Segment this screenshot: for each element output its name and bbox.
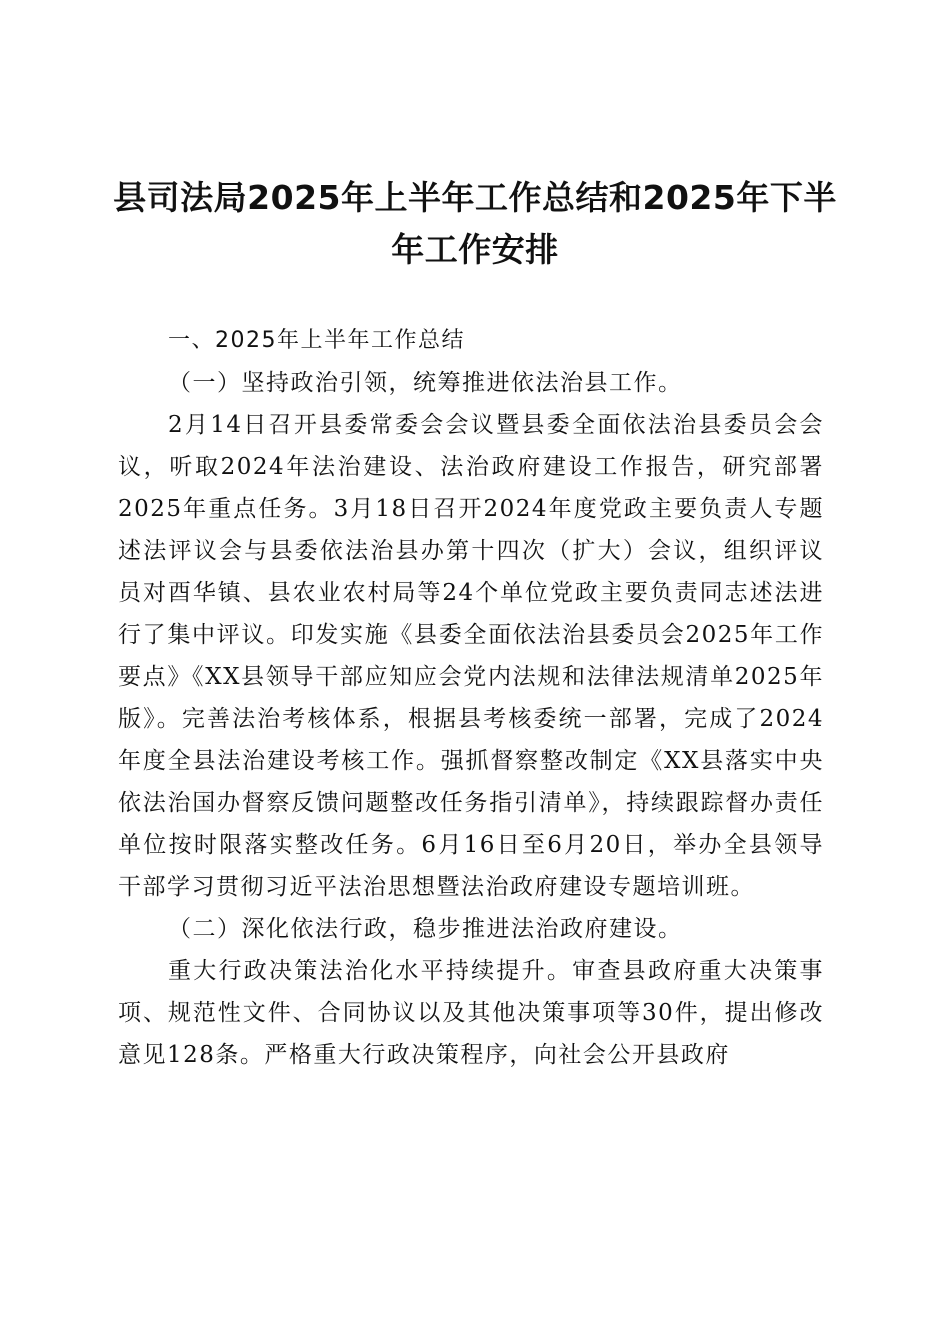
subsection-heading-1: （一）坚持政治引领，统筹推进依法治县工作。 [168,370,683,396]
paragraph-2: 重大行政决策法治化水平持续提升。审查县政府重大决策事项、规范性文件、合同协议以及其他决策事项等30件，提出修改意见128条。严格重大行政决策程序，向社会公开县政府 [118,958,824,1068]
section-heading: 一、2025年上半年工作总结 [168,328,465,353]
document-title: 县司法局2025年上半年工作总结和2025年下半年工作安排 [113,178,837,269]
document-body [118,320,824,1076]
paragraph-1: 2月14日召开县委常委会会议暨县委全面依法治县委员会会议，听取2024年法治建设、法治政府建设工作报告，研究部署2025年重点任务。3月18日召开2024年度党政主要负责人专题述法评议会与县委依法治县办第十四次（扩大）会议，组织评议员对酉华镇、县农业农村局等24个单位党政主要负责同志述法进行了集中评议。印发实施《县委全面依法治县委员会2025年工作要点》《XX县领导干部应知应会党内法规和法律法规清单2025年版》。完善法治考核体系，根据县考核委统一部署，完成了2024年度全县法治建设考核工作。强抓督察整改制定《XX县落实中央依法治国办督察反馈问题整改任务指引清单》，持续跟踪督办责任单位按时限落实整改任务。6月16日至6月20日，举办全县领导干部学习贯彻习近平法治思想暨法治政府建设专题培训班。 [118,412,824,900]
subsection-heading-2: （二）深化依法行政，稳步推进法治政府建设。 [168,916,683,942]
